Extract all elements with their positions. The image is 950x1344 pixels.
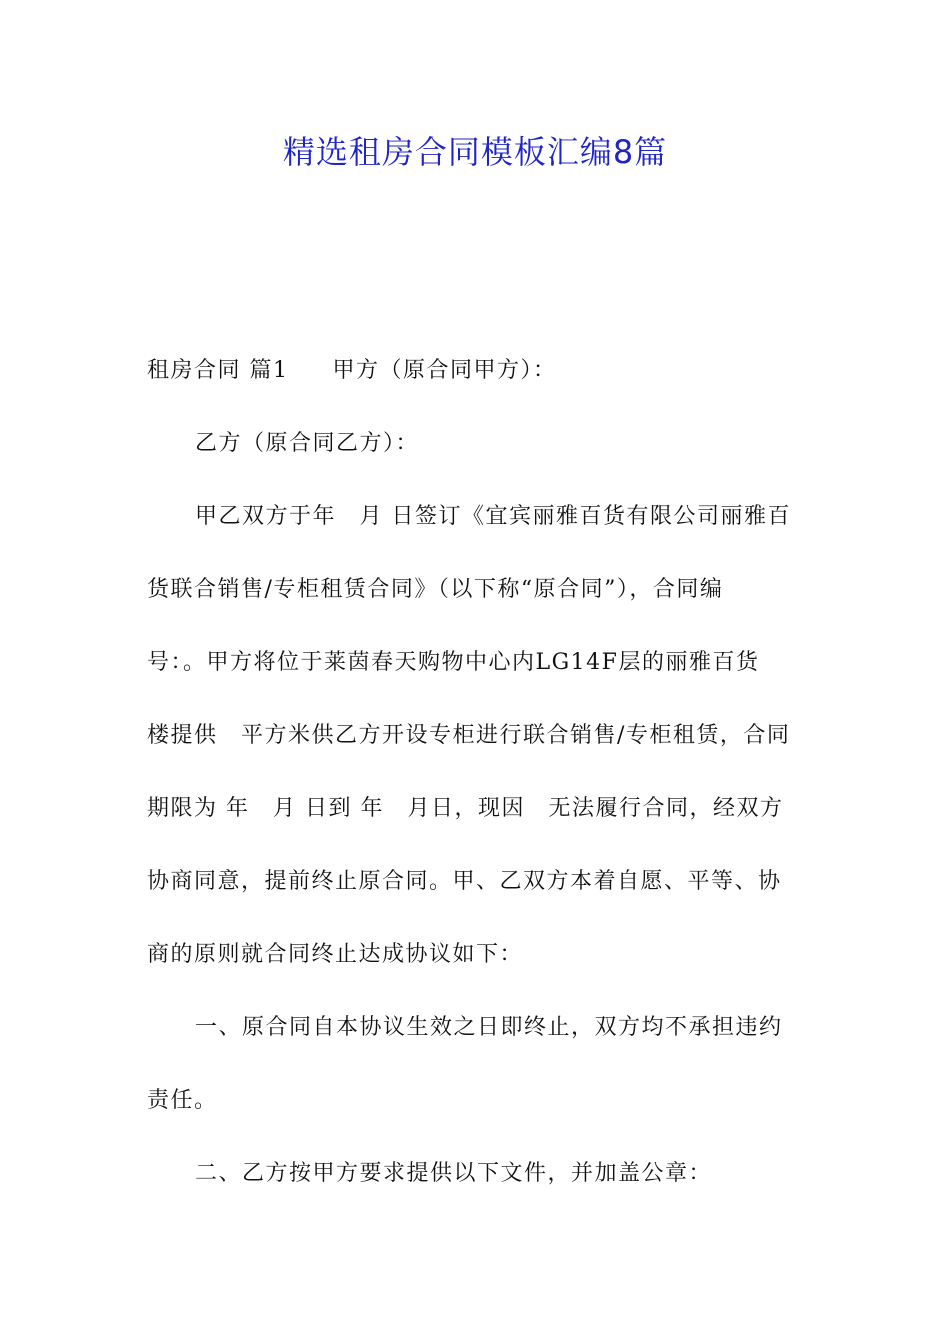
paragraph-line: 商的原则就合同终止达成协议如下： [147, 942, 524, 967]
paragraph-line: 期限为 年 月 日到 年 月日，现因 无法履行合同，经双方 [147, 796, 784, 821]
clause-two-line: 二、乙方按甲方要求提供以下文件，并加盖公章： [195, 1161, 713, 1186]
clause-one-line: 一、原合同自本协议生效之日即终止，双方均不承担违约 [195, 1015, 783, 1040]
section-header-line [147, 334, 807, 407]
section-label: 租房合同 篇1 [147, 358, 289, 383]
document-body [147, 334, 807, 1210]
paragraph-line: 货联合销售/专柜租赁合同》（以下称“原合同”），合同编 [147, 577, 724, 602]
party-a-label: 甲方（原合同甲方）： [332, 358, 557, 383]
paragraph-line: 号：。甲方将位于莱茵春天购物中心内LG14F层的丽雅百货 [147, 650, 760, 675]
paragraph-line: 楼提供 平方米供乙方开设专柜进行联合销售/专柜租赁，合同 [147, 723, 791, 748]
paragraph-line: 甲乙双方于年 月 日签订《宜宾丽雅百货有限公司丽雅百 [195, 504, 791, 529]
party-b-line: 乙方（原合同乙方）： [195, 431, 420, 456]
clause-one-line: 责任。 [147, 1088, 218, 1113]
document-title: 精选租房合同模板汇编8篇 [282, 133, 668, 171]
paragraph-line: 协商同意，提前终止原合同。甲、乙双方本着自愿、平等、协 [147, 869, 782, 894]
